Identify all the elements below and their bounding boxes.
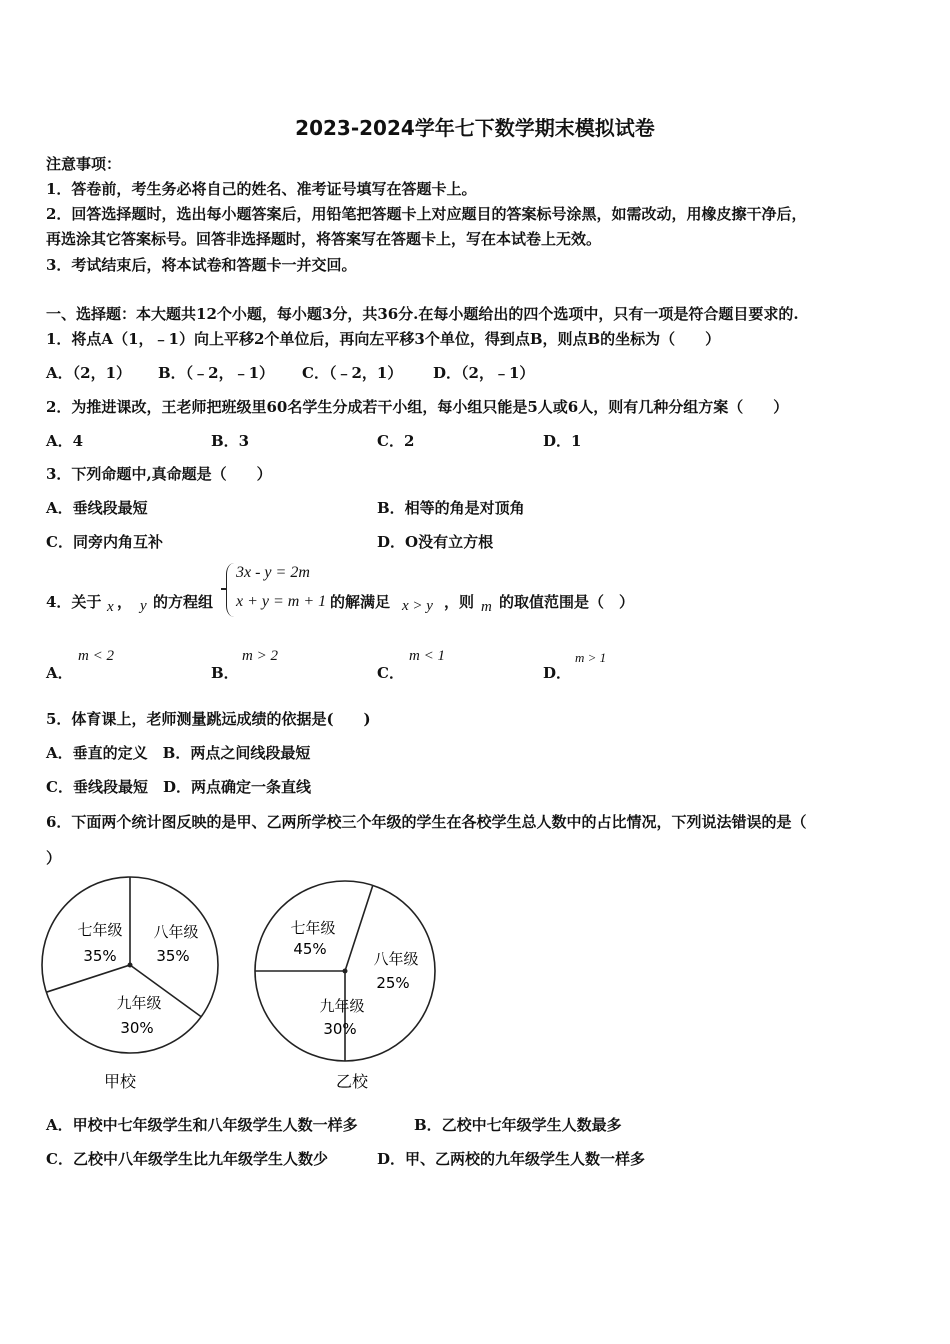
q4-option-b: m > 2 — [242, 648, 278, 664]
pie-center — [128, 963, 133, 968]
equation-1: 3x - y = 2m — [236, 564, 310, 581]
q2-option-a: A．4 — [46, 432, 84, 450]
pie-chart-jia — [40, 875, 230, 1095]
q4-stem-part2: 的方程组 — [153, 593, 214, 611]
slice-label-grade7: 七年级 — [290, 919, 336, 937]
q4-condition: x > y — [402, 598, 433, 614]
slice-label-grade8: 八年级 — [153, 923, 199, 941]
slice-label-grade9: 九年级 — [319, 997, 365, 1015]
slice-boundary-1 — [345, 885, 373, 971]
q3-option-c: C．同旁内角互补 — [46, 533, 163, 551]
notice-heading: 注意事项： — [46, 155, 122, 173]
slice-value-grade9: 30% — [120, 1019, 154, 1037]
pie-chart-yi — [250, 875, 450, 1095]
slice-label-grade7: 七年级 — [77, 921, 123, 939]
q4-stem-part3: 的解满足 — [330, 593, 391, 611]
notice-item-2b: 再选涂其它答案标号。回答非选择题时，将答案写在答题卡上，写在本试卷上无效。 — [46, 230, 602, 248]
page-title: 2023-2024学年七下数学期末模拟试卷 — [295, 116, 655, 140]
q4-option-b-label: B． — [211, 664, 239, 682]
slice-value-grade8: 25% — [376, 974, 410, 992]
slice-value-grade7: 45% — [293, 940, 327, 958]
slice-value-grade9: 30% — [323, 1020, 357, 1038]
equation-2: x + y = m + 1 — [236, 593, 327, 610]
chart-title-jia: 甲校 — [103, 1072, 137, 1091]
q2-option-c: C．2 — [377, 432, 415, 450]
q4-var-m: m — [481, 599, 492, 615]
q4-stem-part5: 的取值范围是（ ） — [499, 593, 635, 611]
slice-value-grade7: 35% — [83, 947, 117, 965]
q6-stem-line2: ） — [46, 849, 62, 867]
q4-comma: ， — [117, 593, 133, 611]
q1-stem: 1．将点A（1，﹣1）向上平移2个单位后，再向左平移3个单位，得到点B，则点B的坐标为（ ） — [46, 330, 721, 348]
q2-option-d: D．1 — [543, 432, 582, 450]
equation-system — [226, 563, 336, 619]
q2-option-b: B．3 — [211, 432, 250, 450]
slice-label-grade8: 八年级 — [373, 950, 419, 968]
chart-title-yi: 乙校 — [335, 1072, 369, 1091]
q2-stem: 2．为推进课改，王老师把班级里60名学生分成若干小组，每小组只能是5人或6人，则有几种分组方案（ ） — [46, 398, 789, 416]
q6-option-c: C．乙校中八年级学生比九年级学生人数少 — [46, 1150, 328, 1168]
notice-item-2a: 2．回答选择题时，选出每小题答案后，用铅笔把答题卡上对应题目的答案标号涂黑，如需改动，用橡皮擦干净后， — [46, 205, 807, 223]
q4-option-d: m > 1 — [575, 650, 607, 665]
notice-item-3: 3．考试结束后，将本试卷和答题卡一并交回。 — [46, 256, 357, 274]
slice-value-grade8: 35% — [156, 947, 190, 965]
q1-option-b: B．（﹣2，﹣1） — [158, 364, 275, 382]
q5-stem: 5．体育课上，老师测量跳远成绩的依据是( ) — [46, 710, 371, 728]
q4-var-y: y — [140, 598, 147, 614]
q1-option-d: D．（2，﹣1） — [433, 364, 535, 382]
q6-option-b: B．乙校中七年级学生人数最多 — [414, 1116, 622, 1134]
q3-stem: 3．下列命题中,真命题是（ ） — [46, 465, 272, 483]
q1-option-a: A．（2，1） — [46, 364, 132, 382]
notice-item-1: 1．答卷前，考生务必将自己的姓名、准考证号填写在答题卡上。 — [46, 180, 477, 198]
pie-center — [343, 969, 348, 974]
q6-option-a: A．甲校中七年级学生和八年级学生人数一样多 — [46, 1116, 358, 1134]
q4-option-c-label: C． — [377, 664, 404, 682]
q4-option-c: m < 1 — [409, 648, 445, 664]
q4-stem-part1: 4．关于 — [46, 593, 102, 611]
brace-icon — [226, 563, 234, 617]
q4-option-a: m < 2 — [78, 648, 114, 664]
q6-option-d: D．甲、乙两校的九年级学生人数一样多 — [377, 1150, 646, 1168]
q4-option-d-label: D． — [543, 664, 572, 682]
q6-stem-line1: 6．下面两个统计图反映的是甲、乙两所学校三个年级的学生在各校学生总人数中的占比情况，下列说法错误的是（ — [46, 813, 807, 831]
q3-option-b: B．相等的角是对顶角 — [377, 499, 525, 517]
q3-option-d: D．O没有立方根 — [377, 533, 494, 551]
q4-option-a-label: A． — [46, 664, 73, 682]
q5-options-cd: C．垂线段最短 D．两点确定一条直线 — [46, 778, 311, 796]
q3-option-a: A．垂线段最短 — [46, 499, 148, 517]
q4-stem-part4: ，则 — [444, 593, 475, 611]
q5-options-ab: A．垂直的定义 B．两点之间线段最短 — [46, 744, 311, 762]
slice-boundary-3 — [46, 965, 130, 992]
q1-option-c: C．（﹣2，1） — [302, 364, 403, 382]
section-heading: 一、选择题：本大题共12个小题，每小题3分，共36分.在每小题给出的四个选项中，只有一项是符合题目要求的. — [46, 305, 799, 323]
slice-label-grade9: 九年级 — [116, 994, 162, 1012]
q4-var-x: x — [107, 599, 114, 615]
